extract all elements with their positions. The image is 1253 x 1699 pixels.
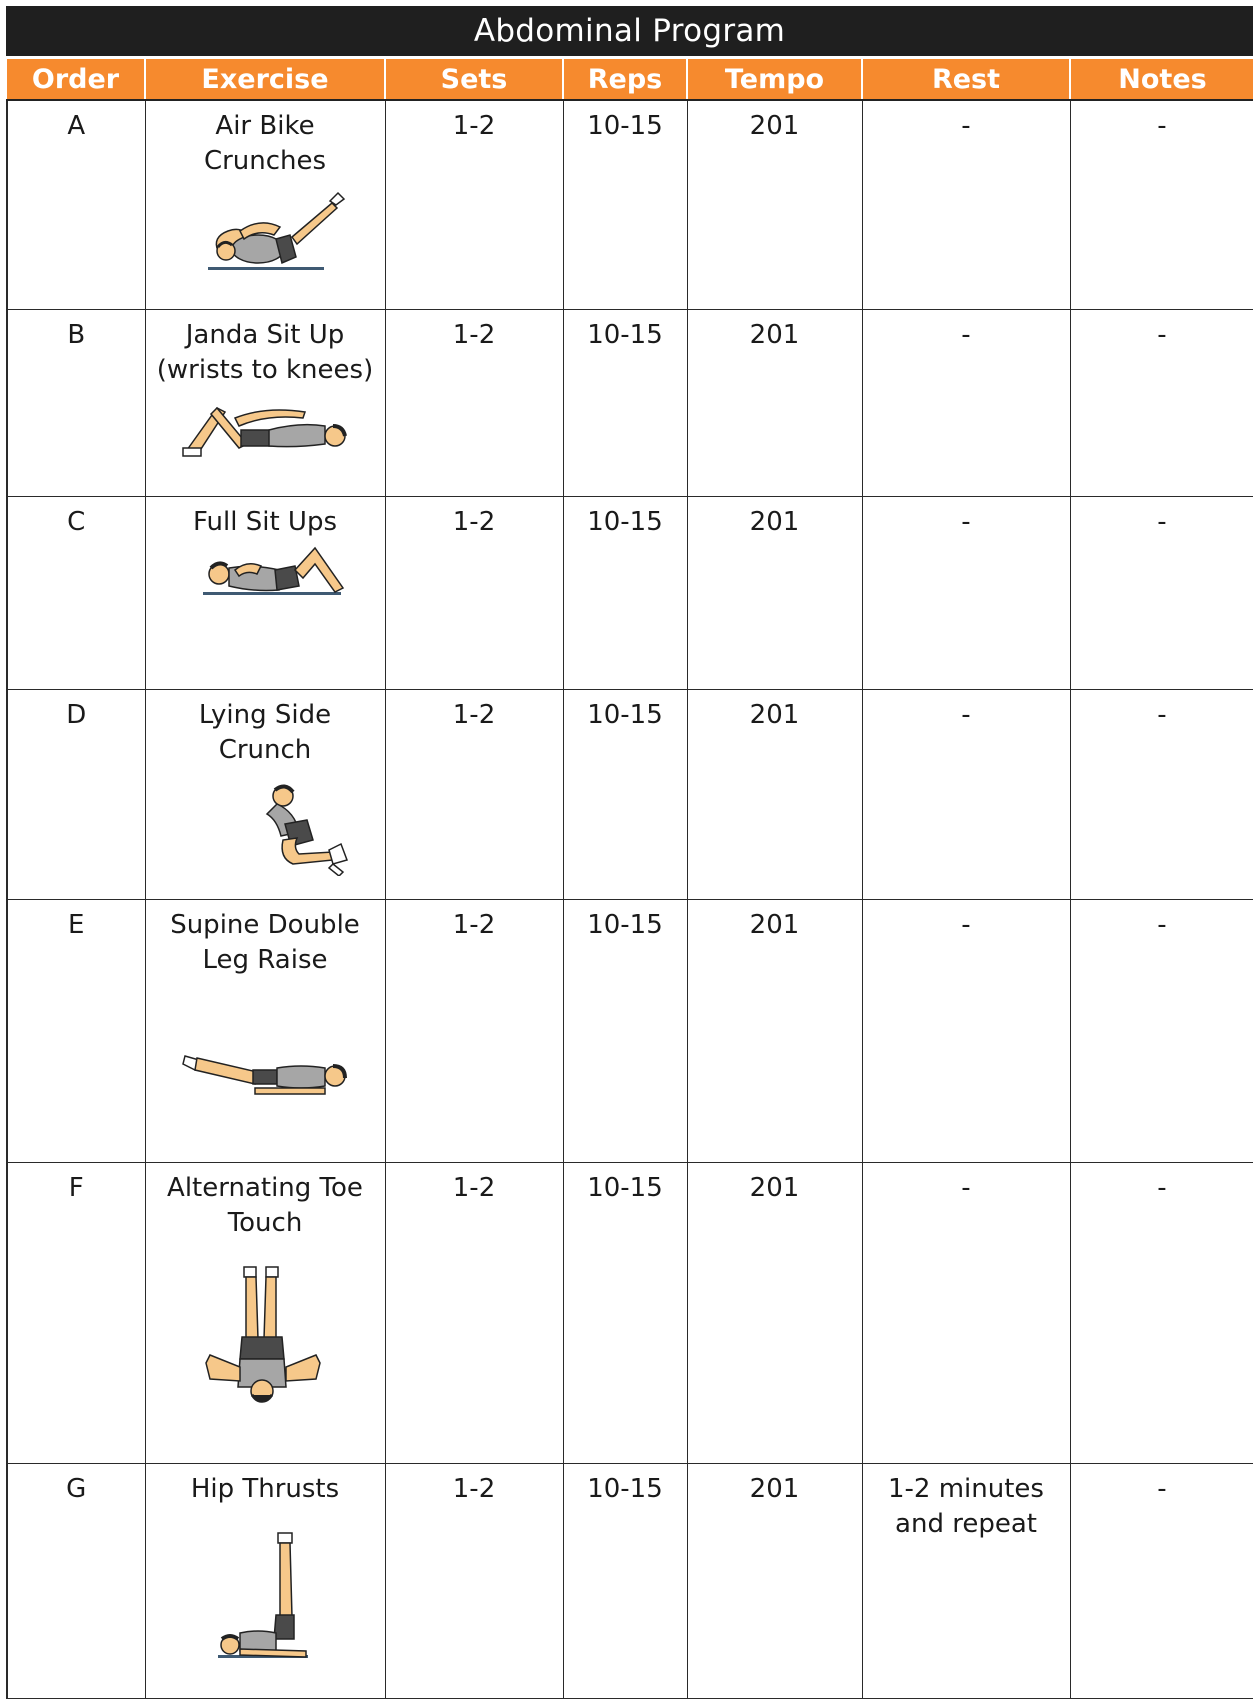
exercise-name: Hip Thrusts xyxy=(190,1474,340,1504)
table-row xyxy=(7,1163,1253,1464)
reps-cell: 10-15 xyxy=(563,690,687,900)
sets-cell: 1-2 xyxy=(385,1163,563,1464)
reps-cell: 10-15 xyxy=(563,1163,687,1464)
sets-cell: 1-2 xyxy=(385,1464,563,1699)
exercise-cell xyxy=(145,690,385,900)
program-sheet xyxy=(6,6,1253,1699)
exercise-name-line2: Leg Raise xyxy=(202,945,328,975)
header-order: Order xyxy=(7,59,145,100)
lying-side-crunch-figure xyxy=(165,780,365,876)
order-cell: B xyxy=(7,310,145,497)
exercise-name: Janda Sit Up xyxy=(185,320,345,350)
tempo-cell: 201 xyxy=(687,310,862,497)
order-cell: G xyxy=(7,1464,145,1699)
tempo-cell: 201 xyxy=(687,690,862,900)
rest-text-line2: and repeat xyxy=(895,1509,1037,1539)
exercise-name: Supine Double xyxy=(170,910,360,940)
rest-cell xyxy=(862,900,1070,1163)
exercise-cell xyxy=(145,900,385,1163)
notes-cell: - xyxy=(1070,900,1253,1163)
notes-cell: - xyxy=(1070,1163,1253,1464)
notes-cell: - xyxy=(1070,310,1253,497)
exercise-cell xyxy=(145,1163,385,1464)
exercise-name-line2: Touch xyxy=(227,1208,303,1238)
header-exercise: Exercise xyxy=(145,59,385,100)
rest-text: 1-2 minutes xyxy=(888,1474,1044,1504)
tempo-cell: 201 xyxy=(687,100,862,310)
rest-text: - xyxy=(961,507,971,537)
rest-text: - xyxy=(961,910,971,940)
reps-cell: 10-15 xyxy=(563,497,687,690)
notes-cell: - xyxy=(1070,690,1253,900)
alternating-toe-touch-figure xyxy=(200,1263,330,1403)
order-cell: D xyxy=(7,690,145,900)
exercise-name: Lying Side xyxy=(198,700,332,730)
rest-cell xyxy=(862,100,1070,310)
header-reps: Reps xyxy=(563,59,687,100)
reps-cell: 10-15 xyxy=(563,1464,687,1699)
table-row xyxy=(7,690,1253,900)
exercise-name-line2: Crunches xyxy=(203,146,327,176)
header-tempo: Tempo xyxy=(687,59,862,100)
exercise-name: Alternating Toe xyxy=(167,1173,363,1203)
order-cell: E xyxy=(7,900,145,1163)
rest-cell xyxy=(862,1464,1070,1699)
program-title: Abdominal Program xyxy=(6,6,1253,59)
rest-text: - xyxy=(961,111,971,141)
exercise-name-line2: Crunch xyxy=(218,735,312,765)
tempo-cell: 201 xyxy=(687,1464,862,1699)
table-row xyxy=(7,100,1253,310)
notes-cell: - xyxy=(1070,497,1253,690)
exercise-table xyxy=(6,59,1253,1699)
exercise-name-line2: (wrists to knees) xyxy=(156,355,374,385)
exercise-cell xyxy=(145,310,385,497)
header-rest: Rest xyxy=(862,59,1070,100)
reps-cell: 10-15 xyxy=(563,310,687,497)
header-notes: Notes xyxy=(1070,59,1253,100)
tempo-cell: 201 xyxy=(687,497,862,690)
sets-cell: 1-2 xyxy=(385,690,563,900)
table-row xyxy=(7,310,1253,497)
sets-cell: 1-2 xyxy=(385,100,563,310)
exercise-cell xyxy=(145,100,385,310)
hip-thrust-figure xyxy=(200,1529,330,1665)
reps-cell: 10-15 xyxy=(563,900,687,1163)
table-header-row xyxy=(7,59,1253,100)
sets-cell: 1-2 xyxy=(385,310,563,497)
air-bike-crunch-figure xyxy=(180,179,350,279)
supine-leg-raise-figure xyxy=(175,1042,355,1106)
notes-cell: - xyxy=(1070,100,1253,310)
tempo-cell: 201 xyxy=(687,900,862,1163)
exercise-name: Full Sit Ups xyxy=(193,507,337,537)
rest-text: - xyxy=(961,320,971,350)
rest-cell xyxy=(862,310,1070,497)
full-sit-up-figure xyxy=(175,540,355,604)
exercise-cell xyxy=(145,1464,385,1699)
order-cell: A xyxy=(7,100,145,310)
rest-text: - xyxy=(961,700,971,730)
exercise-name: Air Bike xyxy=(215,111,315,141)
reps-cell: 10-15 xyxy=(563,100,687,310)
tempo-cell: 201 xyxy=(687,1163,862,1464)
order-cell: F xyxy=(7,1163,145,1464)
rest-text: - xyxy=(961,1173,971,1203)
header-sets: Sets xyxy=(385,59,563,100)
janda-sit-up-figure xyxy=(175,388,355,460)
notes-cell: - xyxy=(1070,1464,1253,1699)
sets-cell: 1-2 xyxy=(385,900,563,1163)
rest-cell xyxy=(862,1163,1070,1464)
table-row xyxy=(7,1464,1253,1699)
table-row xyxy=(7,900,1253,1163)
exercise-cell xyxy=(145,497,385,690)
rest-cell xyxy=(862,497,1070,690)
table-row xyxy=(7,497,1253,690)
order-cell: C xyxy=(7,497,145,690)
sets-cell: 1-2 xyxy=(385,497,563,690)
rest-cell xyxy=(862,690,1070,900)
